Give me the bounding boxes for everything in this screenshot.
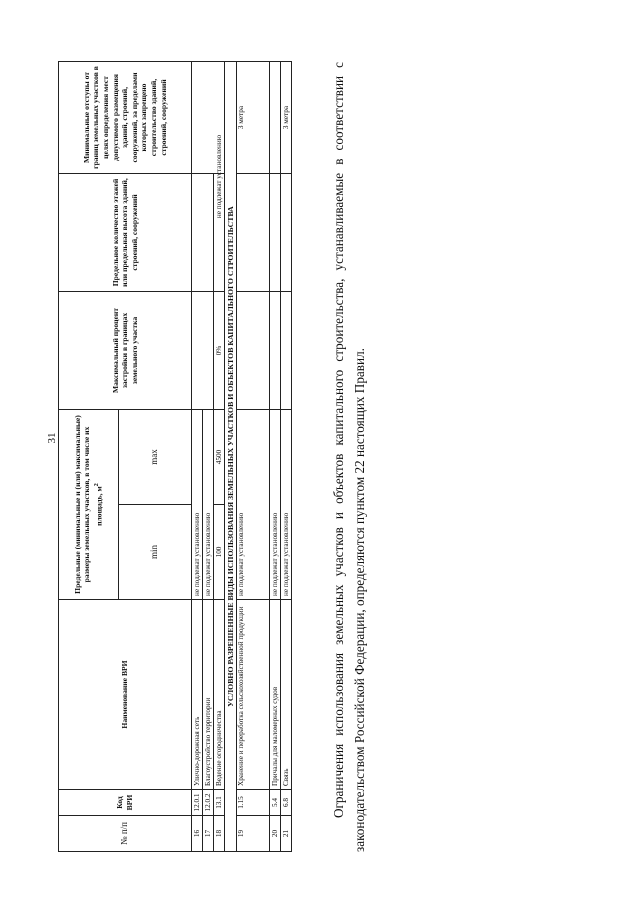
row-floors-empty	[237, 174, 270, 292]
row-sizes: не подлежат установлению	[203, 410, 214, 600]
row-setback: 3 метра	[237, 62, 270, 174]
section-title-row	[225, 62, 237, 852]
header-floors: Предельное количество этажей или предельная высота зданий, строений, сооружений	[59, 174, 192, 292]
row-code: 5.4	[270, 790, 281, 816]
row-code: 13.1	[214, 790, 225, 816]
row-code: 12.0.1	[192, 790, 203, 816]
page-number: 31	[46, 432, 58, 444]
row-name: Причалы для маломерных судов	[270, 600, 281, 790]
row-setback-empty	[270, 62, 281, 174]
regulations-table	[58, 61, 292, 852]
rotated-page-content	[58, 62, 618, 852]
row-percent-empty	[192, 292, 214, 410]
row-num: 21	[281, 816, 292, 852]
row-name: Ведение огородничества	[214, 600, 225, 790]
row-code: 6.8	[281, 790, 292, 816]
row-percent: 0%	[214, 292, 225, 410]
row-floors-empty	[192, 174, 214, 292]
row-floors: не подлежат установлению	[214, 62, 225, 292]
header-sizes-sup: 2	[93, 483, 101, 487]
row-code: 1.15	[237, 790, 270, 816]
table-row	[270, 62, 281, 852]
header-code: Код ВРИ	[59, 790, 192, 816]
row-num: 18	[214, 816, 225, 852]
header-sizes: Предельные (минимальные и (или) максимальные) размеры земельных участков, в том числе их площадь, $м^2$	[59, 410, 119, 600]
header-setback: Минимальные отступы от границ земельных участков в целях определения мест допустимого размещения зданий, строений, сооружений, за пределами которых запрещено строительство зданий, строений, сооружений	[59, 62, 192, 174]
row-code: 12.0.2	[203, 790, 214, 816]
row-name: Хранение и переработка сельскохозяйственной продукции	[237, 600, 270, 790]
row-sizes: не подлежат установлению	[192, 410, 203, 600]
row-floors-empty	[281, 174, 292, 292]
row-percent-empty	[281, 292, 292, 410]
row-percent-empty	[237, 292, 270, 410]
row-name: Благоустройство территории	[203, 600, 214, 790]
row-setback: 3 метра	[281, 62, 292, 174]
row-percent-empty	[270, 292, 281, 410]
row-num: 16	[192, 816, 203, 852]
header-percent: Максимальный процент застройки в границах земельного участка	[59, 292, 192, 410]
header-min: min	[119, 505, 192, 600]
restrictions-paragraph: Ограничения использования земельных участков и объектов капитального строительства, устанавливаемые в соответствии с законодательством Российской Федерации, определяются пунктом 22 настоящих Правил.	[331, 62, 367, 852]
header-max: max	[119, 410, 192, 505]
row-num: 17	[203, 816, 214, 852]
row-floors-empty	[270, 174, 281, 292]
table-row	[192, 62, 203, 852]
header-name: Наименование ВРИ	[59, 600, 192, 790]
row-min: 100	[214, 505, 225, 600]
table-row	[237, 62, 270, 852]
header-num: № п/п	[59, 816, 192, 852]
row-num: 20	[270, 816, 281, 852]
row-sizes: не подлежат установлению	[237, 410, 270, 600]
table-header-row	[59, 62, 119, 852]
table-row	[214, 62, 225, 852]
section-title: УСЛОВНО РАЗРЕШЕННЫЕ ВИДЫ ИСПОЛЬЗОВАНИЯ ЗЕМЕЛЬНЫХ УЧАСТКОВ И ОБЪЕКТОВ КАПИТАЛЬНОГО СТРОИТЕЛЬСТВА	[225, 62, 237, 852]
row-sizes: не подлежат установлению	[270, 410, 281, 600]
row-name: Связь	[281, 600, 292, 790]
table-row	[281, 62, 292, 852]
row-sizes: не подлежат установлению	[281, 410, 292, 600]
row-max: 4500	[214, 410, 225, 505]
row-name: Улично-дорожная сеть	[192, 600, 203, 790]
row-num: 19	[237, 816, 270, 852]
